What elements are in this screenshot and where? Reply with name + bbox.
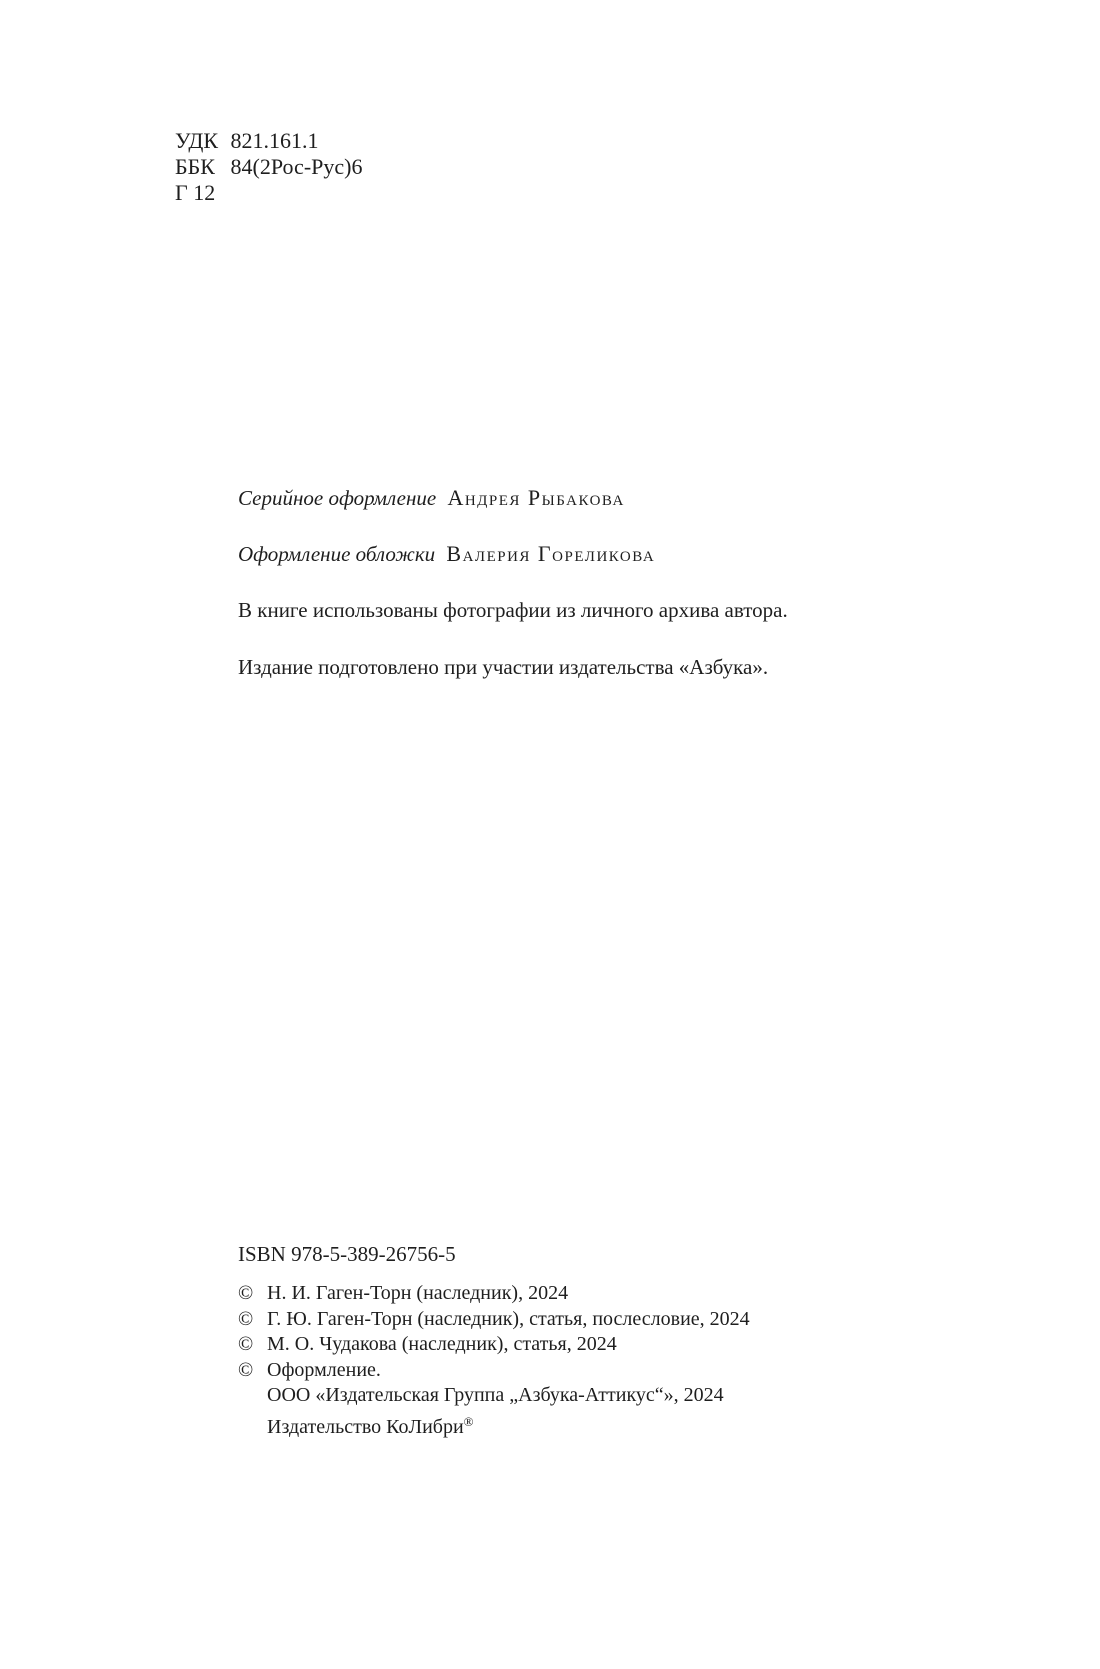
indent-spacer — [238, 1409, 267, 1441]
copyright-icon: © — [238, 1358, 254, 1381]
publisher-imprint-name: Издательство КоЛибри — [267, 1415, 464, 1438]
credit-role: Оформление обложки — [238, 542, 436, 566]
copyright-icon: © — [238, 1333, 254, 1356]
copyright-text: М. О. Чудакова (наследник), статья, 2024 — [267, 1333, 617, 1356]
author-sign: Г 12 — [175, 180, 216, 205]
bbk-row — [175, 154, 362, 180]
publisher-group-text: ООО «Издательская Группа „Азбука-Аттикус“», 2024 — [267, 1384, 724, 1407]
series-design-credit — [238, 484, 788, 512]
udk-value: 821.161.1 — [230, 128, 319, 153]
bbk-label: ББК — [175, 154, 215, 179]
copyright-line — [238, 1307, 750, 1333]
copyright-text: Н. И. Гаген-Торн (наследник), 2024 — [267, 1282, 569, 1304]
photo-note: В книге использованы фотографии из личного архива автора. — [238, 598, 788, 622]
credit-name: Валерия Гореликова — [446, 541, 656, 566]
publisher-imprint-text — [267, 1409, 474, 1441]
cover-design-credit — [238, 540, 788, 568]
udk-label: УДК — [175, 128, 219, 153]
udk-row — [175, 128, 362, 154]
copyright-icon: © — [238, 1282, 254, 1304]
indent-spacer — [238, 1383, 267, 1409]
classification-codes — [175, 128, 362, 206]
copyright-line — [238, 1332, 750, 1358]
copyright-line — [238, 1281, 750, 1307]
credit-role: Серийное оформление — [238, 486, 437, 510]
publisher-note: Издание подготовлено при участии издательства «Азбука». — [238, 655, 769, 679]
copyright-icon: © — [238, 1307, 254, 1330]
design-credits — [238, 484, 788, 710]
copyright-line-continued — [238, 1409, 750, 1441]
copyright-text: Оформление. — [267, 1358, 381, 1381]
credit-name: Андрея Рыбакова — [447, 485, 625, 510]
copyright-line — [238, 1358, 750, 1384]
imprint-block — [238, 1240, 750, 1441]
bbk-value: 84(2Рос-Рус)6 — [230, 154, 363, 179]
author-sign-row — [175, 180, 362, 206]
isbn: ISBN 978-5-389-26756-5 — [238, 1242, 456, 1266]
registered-trademark-icon: ® — [463, 1413, 474, 1429]
copyright-line-continued — [238, 1383, 750, 1409]
copyright-text: Г. Ю. Гаген-Торн (наследник), статья, послесловие, 2024 — [267, 1307, 750, 1330]
